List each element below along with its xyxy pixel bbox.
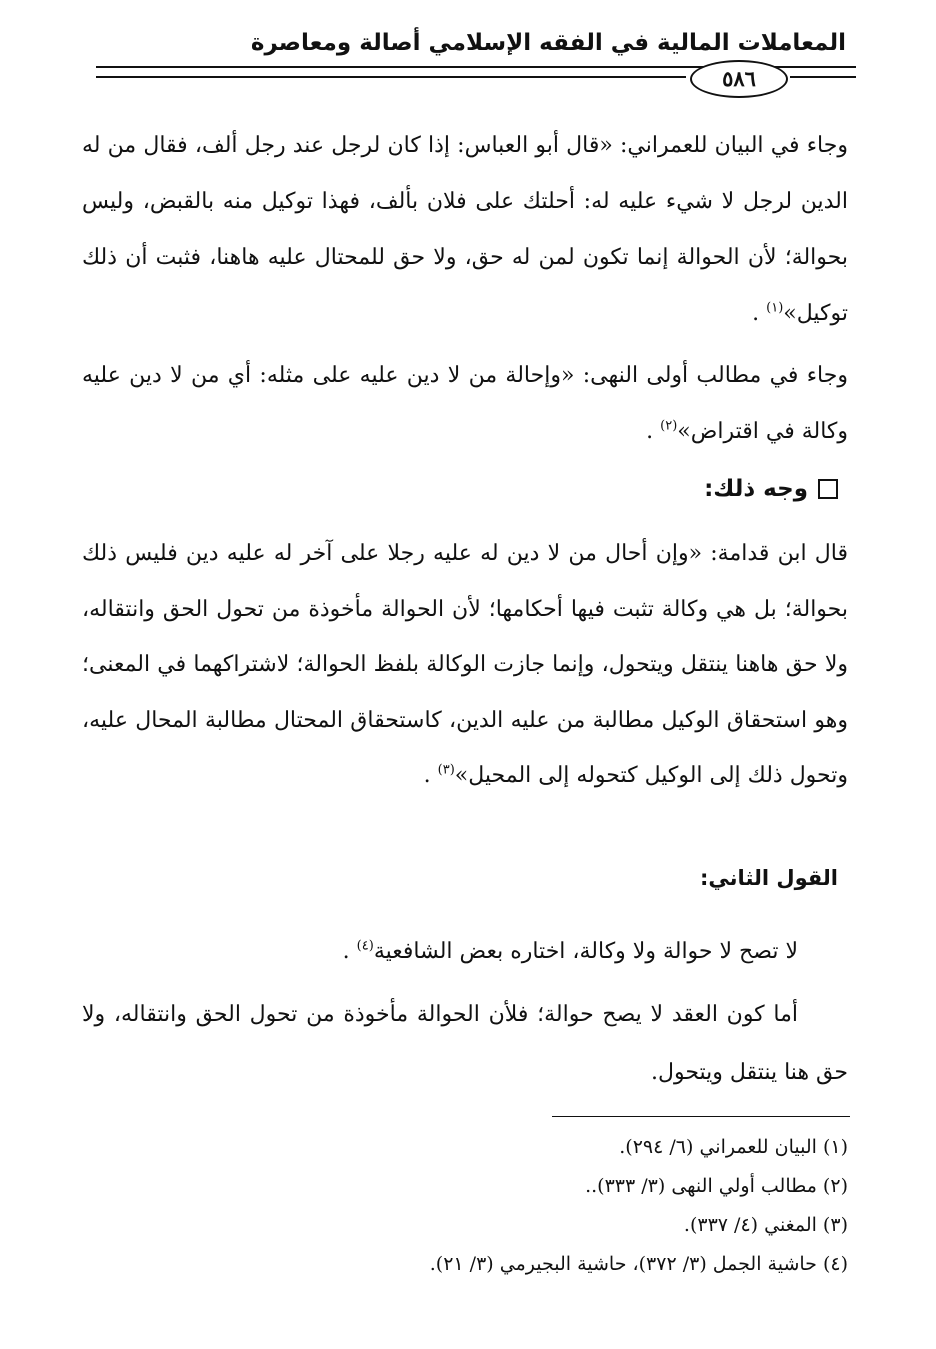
header-rule-lower-right [790, 76, 856, 78]
footnote-ref[interactable]: (١) [766, 300, 784, 316]
header-rule-lower-left [96, 76, 686, 78]
paragraph-text: قال ابن قدامة: «وإن أحال من لا دين له عليه رجلا على آخر له عليه دين فليس ذلك بحوالة؛ بل هي وكالة تثبت فيها أحكامها؛ لأن الحوالة مأخوذة من تحول الحق وانتقاله، ولا حق هاهنا ينتقل ويتحول، وإنما جازت الوكالة بلفظ الحوالة؛ لاشتراكهما في المعنى؛ وهو استحقاق الوكيل مطالبة من عليه الدين، كاستحقاق المحتال مطالبة المحال عليه، وتحول ذلك إلى الوكيل كتحوله إلى المحيل» [82, 541, 848, 788]
second-opinion-heading: القول الثاني: [700, 866, 838, 890]
section-heading-label: وجه ذلك: [704, 476, 808, 502]
paragraph-text: أما كون العقد لا يصح حوالة؛ فلأن الحوالة مأخوذة من تحول الحق وانتقاله، ولا حق هنا ينتقل ويتحول. [82, 1002, 848, 1085]
footnote-2: (٢) مطالب أولي النهى (٣/ ٣٣٣).. [585, 1175, 848, 1197]
paragraph-second-opinion: لا تصح لا حوالة ولا وكالة، اختاره بعض الشافعية$^{(٤)}$ . [342, 938, 798, 964]
paragraph-ibn-qudama-quote: قال ابن قدامة: «وإن أحال من لا دين له عليه رجلا على آخر له عليه دين فليس ذلك بحوالة؛ بل هي وكالة تثبت فيها أحكامها؛ لأن الحوالة مأخوذة من تحول الحق وانتقاله، ولا حق هاهنا ينتقل ويتحول، وإنما جازت الوكالة بلفظ الحوالة؛ لاشتراكهما في المعنى؛ وهو استحقاق الوكيل مطالبة من عليه الدين، كاستحقاق المحتال مطالبة المحال عليه، وتحول ذلك إلى الوكيل كتحوله إلى المحيل»$^{(٣)}$ . [82, 541, 848, 788]
paragraph-bayan-quote: وجاء في البيان للعمراني: «قال أبو العباس: إذا كان لرجل عند رجل ألف، فقال من له الدين لرجل لا شيء عليه له: أحلتك على فلان بألف، فهذا توكيل منه بالقبض، وليس بحوالة؛ لأن الحوالة إنما تكون لمن له حق، ولا حق للمحتال عليه هاهنا، فثبت أن ذلك توكيل»$^{(١)}$ . [82, 133, 848, 326]
paragraph-text: وجاء في البيان للعمراني: «قال أبو العباس: إذا كان لرجل عند رجل ألف، فقال من له الدين لرجل لا شيء عليه له: أحلتك على فلان بألف، فهذا توكيل منه بالقبض، وليس بحوالة؛ لأن الحوالة إنما تكون لمن له حق، ولا حق للمحتال عليه هاهنا، فثبت أن ذلك توكيل» [82, 133, 848, 326]
footnote-4: (٤) حاشية الجمل (٣/ ٣٧٢)، حاشية البجيرمي (٣/ ٢١). [429, 1253, 848, 1275]
page-number-badge: ٥٨٦ [690, 60, 788, 98]
paragraph-matalib-quote: وجاء في مطالب أولى النهى: «وإحالة من لا دين عليه على مثله: أي من لا دين عليه وكالة في اقتراض»$^{(٢)}$ . [82, 363, 848, 444]
paragraph-text: لا تصح لا حوالة ولا وكالة، اختاره بعض الشافعية [373, 939, 798, 964]
footnote-separator [552, 1116, 850, 1117]
running-header-title: المعاملات المالية في الفقه الإسلامي أصالة ومعاصرة [250, 30, 846, 56]
footnote-ref[interactable]: (٢) [660, 418, 678, 434]
square-bullet-icon [818, 479, 838, 499]
paragraph-reasoning [82, 986, 848, 1102]
footnote-ref[interactable]: (٣) [437, 762, 455, 778]
footnote-1: (١) البيان للعمراني (٦/ ٢٩٤). [619, 1136, 848, 1158]
footnote-ref[interactable]: (٤) [356, 938, 374, 954]
section-heading [704, 476, 838, 502]
paragraph-text: وجاء في مطالب أولى النهى: «وإحالة من لا دين عليه على مثله: أي من لا دين عليه وكالة في اقتراض» [82, 363, 848, 444]
footnotes [248, 1128, 848, 1284]
footnote-3: (٣) المغني (٤/ ٣٣٧). [683, 1214, 848, 1236]
